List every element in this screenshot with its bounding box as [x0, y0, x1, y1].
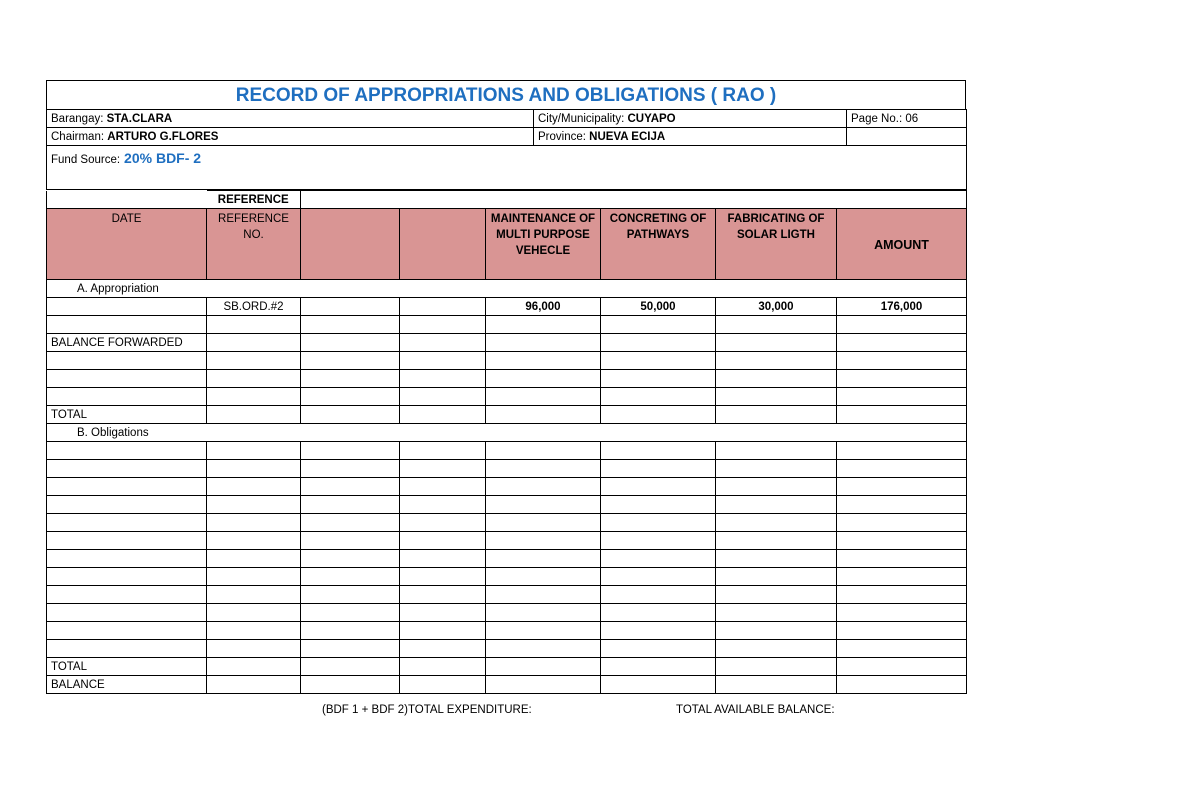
table-row — [47, 568, 967, 586]
rao-sheet — [46, 80, 966, 694]
chairman-value: ARTURO G.FLORES — [107, 130, 219, 143]
page-no-value: 06 — [905, 112, 919, 125]
barangay-value: STA.CLARA — [106, 112, 173, 125]
table-row — [47, 514, 967, 532]
col-fabricating: FABRICATING OF SOLAR LIGTH — [716, 209, 837, 280]
table-row — [47, 370, 967, 388]
table-row — [47, 352, 967, 370]
balance-label: BALANCE — [47, 676, 207, 694]
total-row-obligations — [47, 658, 967, 676]
chairman-field: Chairman: ARTURO G.FLORES — [47, 128, 534, 146]
province-value: NUEVA ECIJA — [589, 130, 666, 143]
total-expenditure-label: (BDF 1 + BDF 2)TOTAL EXPENDITURE: — [322, 704, 532, 716]
balance-forwarded-row — [47, 334, 967, 352]
header-table — [46, 109, 967, 190]
appropriation-row — [47, 298, 967, 316]
province-field: Province: NUEVA ECIJA — [534, 128, 847, 146]
total-label: TOTAL — [47, 658, 207, 676]
balance-forwarded-label: BALANCE FORWARDED — [47, 334, 207, 352]
table-row — [47, 532, 967, 550]
table-row — [47, 316, 967, 334]
section-obligations: B. Obligations — [47, 424, 967, 442]
reference-label: REFERENCE — [207, 191, 301, 209]
col-concreting: CONCRETING OF PATHWAYS — [601, 209, 716, 280]
barangay-field: Barangay: STA.CLARA — [47, 110, 534, 128]
col-maintenance: MAINTENANCE OF MULTI PURPOSE VEHECLE — [486, 209, 601, 280]
table-row — [47, 604, 967, 622]
fund-source-value: 20% BDF- 2 — [124, 150, 202, 166]
col-reference-no: REFERENCE NO. — [207, 209, 301, 280]
column-header-row — [47, 209, 967, 280]
section-appropriation: A. Appropriation — [47, 280, 967, 298]
city-value: CUYAPO — [627, 112, 676, 125]
table-row — [47, 622, 967, 640]
table-row — [47, 640, 967, 658]
page-no-field: Page No.: 06 — [847, 110, 967, 128]
col-amount: AMOUNT — [837, 209, 967, 280]
table-row — [47, 442, 967, 460]
col-date: DATE — [47, 209, 207, 280]
appropriation-maintenance: 96,000 — [486, 298, 601, 316]
city-field: City/Municipality: CUYAPO — [534, 110, 847, 128]
appropriation-ref: SB.ORD.#2 — [207, 298, 301, 316]
rao-grid — [46, 190, 967, 694]
table-row — [47, 586, 967, 604]
table-row — [47, 478, 967, 496]
fund-source-field: Fund Source: 20% BDF- 2 — [47, 146, 967, 190]
total-available-balance-label: TOTAL AVAILABLE BALANCE: — [676, 704, 835, 716]
balance-row — [47, 676, 967, 694]
table-row — [47, 496, 967, 514]
appropriation-fabricating: 30,000 — [716, 298, 837, 316]
total-label: TOTAL — [47, 406, 207, 424]
table-row — [47, 388, 967, 406]
table-row — [47, 550, 967, 568]
appropriation-amount: 176,000 — [837, 298, 967, 316]
appropriation-concreting: 50,000 — [601, 298, 716, 316]
table-row — [47, 460, 967, 478]
form-title: RECORD OF APPROPRIATIONS AND OBLIGATIONS ( RAO ) — [46, 80, 966, 109]
total-row-appropriation — [47, 406, 967, 424]
